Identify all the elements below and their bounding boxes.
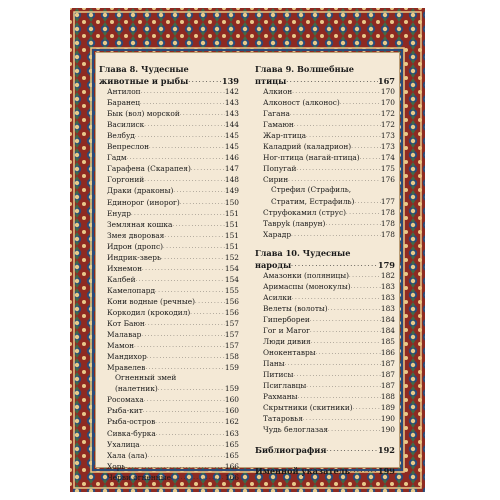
leader-dots bbox=[350, 464, 378, 476]
toc-entry[interactable] bbox=[99, 296, 239, 307]
toc-entry-page: 165 bbox=[224, 439, 239, 449]
toc-entry-label: Индрик-зверь bbox=[107, 252, 162, 262]
chapter-9-entries-more bbox=[255, 207, 395, 240]
leader-dots bbox=[173, 185, 225, 196]
toc-entry-page: 178 bbox=[380, 207, 395, 217]
bibliography-entry[interactable] bbox=[255, 443, 395, 455]
toc-entry-page: 186 bbox=[380, 348, 395, 358]
toc-entry-label: Гагана bbox=[263, 109, 290, 119]
leader-dots bbox=[145, 318, 225, 329]
toc-entry-page: 159 bbox=[224, 363, 239, 373]
toc-entry[interactable] bbox=[99, 252, 239, 263]
leader-dots bbox=[296, 163, 381, 174]
leader-dots bbox=[143, 405, 225, 416]
toc-entry-label: Гарафена (Скарапея) bbox=[107, 164, 191, 174]
leader-dots bbox=[131, 208, 225, 219]
toc-entry-label: Хорь bbox=[107, 461, 126, 471]
toc-entry-label: Идрон (дропс) bbox=[107, 241, 164, 251]
toc-entry-page: 156 bbox=[224, 296, 239, 306]
toc-entry-page: 157 bbox=[224, 341, 239, 351]
toc-entry[interactable] bbox=[99, 230, 239, 241]
toc-entry-page: 151 bbox=[224, 230, 239, 240]
toc-entry-label: Питисы bbox=[263, 370, 294, 380]
toc-entry-label: Енудр bbox=[107, 208, 131, 218]
leader-dots bbox=[188, 74, 222, 86]
toc-entry[interactable] bbox=[255, 229, 395, 240]
toc-entry-label: Росомаха bbox=[107, 395, 144, 405]
leader-dots bbox=[144, 174, 225, 185]
toc-entry[interactable] bbox=[99, 405, 239, 416]
toc-entry-label: Алкион bbox=[263, 87, 293, 97]
toc-entry-label: Гадм bbox=[107, 153, 127, 163]
bibliography-label: Библиография bbox=[255, 445, 327, 456]
toc-entry-page: 151 bbox=[224, 208, 239, 218]
toc-entry[interactable] bbox=[99, 130, 239, 141]
toc-entry[interactable] bbox=[99, 197, 239, 208]
toc-entry-page: 183 bbox=[380, 281, 395, 291]
toc-entry-label: Мандихор bbox=[107, 352, 147, 362]
toc-entry-page: 148 bbox=[224, 175, 239, 185]
leader-dots bbox=[147, 450, 224, 461]
toc-entry-page: 165 bbox=[224, 450, 239, 460]
toc-entry-label: Горгоний bbox=[107, 175, 145, 185]
toc-entry[interactable] bbox=[99, 461, 239, 472]
toc-entry-page: 150 bbox=[224, 197, 239, 207]
toc-entry-page: 172 bbox=[380, 109, 395, 119]
toc-entry-page: 154 bbox=[224, 263, 239, 273]
toc-entry-label: Камелопард bbox=[107, 285, 156, 295]
toc-entry[interactable] bbox=[255, 314, 395, 325]
toc-entry[interactable] bbox=[99, 450, 239, 461]
leader-dots bbox=[292, 292, 381, 303]
toc-entry-label: Гог и Магог bbox=[263, 325, 311, 335]
toc-entry-label: Змея дворовая bbox=[107, 230, 165, 240]
leader-dots bbox=[288, 174, 381, 185]
toc-entry-page: 190 bbox=[380, 414, 395, 424]
toc-entry[interactable] bbox=[99, 318, 239, 329]
leader-dots bbox=[291, 258, 378, 270]
toc-entry-label: Онокентавры bbox=[263, 348, 316, 358]
toc-entry[interactable] bbox=[99, 152, 239, 163]
toc-entry-label: Харадр bbox=[263, 229, 292, 239]
toc-entry[interactable] bbox=[99, 416, 239, 427]
leader-dots bbox=[125, 461, 224, 472]
toc-entry[interactable] bbox=[255, 369, 395, 380]
toc-entry[interactable] bbox=[255, 325, 395, 336]
toc-entry[interactable] bbox=[255, 130, 395, 141]
toc-entry-page: 158 bbox=[224, 352, 239, 362]
name-index-entry[interactable] bbox=[255, 464, 395, 476]
toc-entry-page: 178 bbox=[380, 229, 395, 239]
leader-dots bbox=[285, 358, 381, 369]
toc-column-left bbox=[99, 64, 239, 483]
toc-entry-page: 143 bbox=[224, 109, 239, 119]
name-index-page: 199 bbox=[377, 465, 395, 476]
toc-entry[interactable] bbox=[99, 219, 239, 230]
toc-entry[interactable] bbox=[255, 119, 395, 130]
leader-dots bbox=[135, 130, 225, 141]
leader-dots bbox=[144, 119, 225, 130]
book-page bbox=[70, 8, 425, 492]
toc-entry-label: Хала (ала) bbox=[107, 450, 148, 460]
toc-entry-label: Кот Баюн bbox=[107, 319, 145, 329]
toc-entry-label: Мамон bbox=[107, 341, 135, 351]
toc-entry-label: Малавар bbox=[107, 330, 142, 340]
toc-column-right bbox=[255, 64, 395, 476]
toc-entry-label: Вепреслон bbox=[107, 142, 150, 152]
leader-dots bbox=[351, 281, 381, 292]
leader-dots bbox=[316, 347, 381, 358]
leader-dots bbox=[340, 97, 381, 108]
toc-entry-page: 149 bbox=[224, 186, 239, 196]
leader-dots bbox=[292, 86, 381, 97]
toc-entry-page: 187 bbox=[380, 381, 395, 391]
toc-entry-page: 152 bbox=[224, 252, 239, 262]
leader-dots bbox=[136, 274, 225, 285]
toc-entry-label: Велбуд bbox=[107, 131, 135, 141]
toc-entry-page: 146 bbox=[224, 153, 239, 163]
toc-entry[interactable] bbox=[99, 97, 239, 108]
leader-dots bbox=[293, 369, 380, 380]
toc-entry-page: 157 bbox=[224, 319, 239, 329]
toc-entry-page: 175 bbox=[380, 164, 395, 174]
toc-entry-page: 173 bbox=[380, 142, 395, 152]
chapter-9-entries bbox=[255, 86, 395, 185]
toc-entry-label: Ухалица bbox=[107, 439, 140, 449]
chapter-9-heading[interactable] bbox=[255, 64, 395, 86]
leader-dots bbox=[155, 285, 225, 296]
leader-dots bbox=[134, 340, 225, 351]
toc-entry-label: Калбей bbox=[107, 274, 136, 284]
toc-entry-label: Тавруk (лаврун) bbox=[263, 218, 326, 228]
toc-entry-label: Велеты (волоты) bbox=[263, 303, 328, 313]
toc-entry-page: 151 bbox=[224, 241, 239, 251]
toc-entry[interactable] bbox=[99, 208, 239, 219]
leader-dots bbox=[286, 74, 378, 86]
toc-entry-label: Люди дивия bbox=[263, 337, 311, 347]
leader-dots bbox=[149, 141, 225, 152]
chapter-8-entries-more bbox=[99, 394, 239, 482]
leader-dots bbox=[328, 424, 381, 435]
toc-entry[interactable] bbox=[255, 347, 395, 358]
toc-entry[interactable] bbox=[99, 428, 239, 439]
toc-entry[interactable] bbox=[255, 424, 395, 435]
toc-entry[interactable] bbox=[99, 108, 239, 119]
leader-dots bbox=[353, 402, 381, 413]
chapter-9-page: 167 bbox=[377, 76, 395, 86]
leader-dots bbox=[310, 325, 381, 336]
toc-entry-label: Асилки bbox=[263, 292, 292, 302]
toc-entry-page: 183 bbox=[380, 303, 395, 313]
toc-entry[interactable] bbox=[99, 307, 239, 318]
toc-entry[interactable] bbox=[255, 152, 395, 163]
name-index-label: Именной указатель bbox=[255, 465, 351, 476]
toc-entry-label: Струфокамил (струс) bbox=[263, 207, 347, 217]
toc-entry-page: 142 bbox=[224, 87, 239, 97]
toc-entry-label: Сивка-бурка bbox=[107, 428, 156, 438]
toc-entry-label: Чудь белоглазая bbox=[263, 425, 329, 435]
toc-entry[interactable] bbox=[99, 141, 239, 152]
leader-dots bbox=[180, 108, 225, 119]
leader-dots bbox=[294, 119, 381, 130]
leader-dots bbox=[306, 130, 381, 141]
toc-entry-page: 190 bbox=[380, 425, 395, 435]
toc-entry-page: 189 bbox=[380, 403, 395, 413]
toc-entry[interactable] bbox=[99, 439, 239, 450]
toc-entry[interactable] bbox=[99, 340, 239, 351]
leader-dots bbox=[346, 207, 381, 218]
toc-entry-label: Кони водные (речные) bbox=[107, 296, 196, 306]
toc-entry-page: 176 bbox=[380, 175, 395, 185]
toc-entry-label-line2: (налетник) bbox=[115, 384, 158, 394]
toc-entry-page: 145 bbox=[224, 142, 239, 152]
chapter-8-heading[interactable] bbox=[99, 64, 239, 86]
toc-entry-label: Единорог (инорог) bbox=[107, 197, 180, 207]
toc-entry-label: Земляная кошка bbox=[107, 219, 173, 229]
chapter-10-title-line1: Глава 10. Чудесные bbox=[255, 247, 351, 258]
leader-dots bbox=[195, 296, 225, 307]
leader-dots bbox=[141, 86, 225, 97]
toc-entry-label-line1: Стрефил (Страфиль, bbox=[271, 185, 352, 195]
toc-entry-page: 166 bbox=[224, 461, 239, 471]
leader-dots bbox=[158, 383, 225, 394]
toc-entry-label: Попугай bbox=[263, 164, 297, 174]
leader-dots bbox=[161, 252, 225, 263]
toc-entry-page: 162 bbox=[224, 417, 239, 427]
leader-dots bbox=[172, 219, 224, 230]
toc-entry-label: Паны bbox=[263, 359, 285, 369]
toc-entry-label: Ихнемон bbox=[107, 263, 143, 273]
leader-dots bbox=[140, 439, 225, 450]
leader-dots bbox=[142, 263, 225, 274]
toc-entry-page: 187 bbox=[380, 359, 395, 369]
toc-entry-page: 174 bbox=[380, 153, 395, 163]
toc-entry[interactable] bbox=[99, 285, 239, 296]
toc-entry-page: 147 bbox=[224, 164, 239, 174]
leader-dots bbox=[141, 329, 225, 340]
toc-entry[interactable] bbox=[99, 86, 239, 97]
toc-entry-page: 157 bbox=[224, 330, 239, 340]
toc-entry-label: Псиглавцы bbox=[263, 381, 307, 391]
leader-dots bbox=[147, 351, 225, 362]
toc-entry-label: Драки (драконы) bbox=[107, 186, 174, 196]
toc-entry-label: Гипербореи bbox=[263, 314, 310, 324]
toc-entry[interactable] bbox=[255, 402, 395, 413]
toc-entry[interactable] bbox=[99, 163, 239, 174]
toc-entry-label: Каладрий (каладрион) bbox=[263, 142, 352, 152]
toc-entry-label-line1: Огненный змей bbox=[115, 373, 177, 383]
toc-entry[interactable] bbox=[255, 281, 395, 292]
chapter-8-title-line1: Глава 8. Чудесные bbox=[99, 64, 189, 74]
chapter-9-title-line1: Глава 9. Волшебные bbox=[255, 64, 355, 74]
leader-dots bbox=[156, 428, 225, 439]
toc-entry-label: Черви огненные bbox=[107, 472, 171, 482]
toc-entry-label: Рыба-остров bbox=[107, 417, 156, 427]
toc-entry[interactable] bbox=[255, 174, 395, 185]
toc-entry-label: Аримаспы (монокулы) bbox=[263, 281, 351, 291]
toc-entry-multiline[interactable] bbox=[255, 185, 395, 206]
toc-entry[interactable] bbox=[99, 329, 239, 340]
toc-entry-label: Сирин bbox=[263, 175, 289, 185]
toc-entry[interactable] bbox=[255, 270, 395, 281]
toc-entry-label: Ног-птица (нагай-птица) bbox=[263, 153, 360, 163]
leader-dots bbox=[328, 303, 381, 314]
toc-entry-page: 172 bbox=[380, 120, 395, 130]
toc-entry-page: 183 bbox=[380, 292, 395, 302]
toc-entry-label: Рахманы bbox=[263, 392, 298, 402]
chapter-10-heading[interactable] bbox=[255, 248, 395, 270]
chapter-10-page: 179 bbox=[377, 259, 395, 270]
toc-entry[interactable] bbox=[99, 274, 239, 285]
leader-dots bbox=[191, 163, 225, 174]
leader-dots bbox=[155, 416, 225, 427]
leader-dots bbox=[140, 97, 225, 108]
leader-dots bbox=[298, 391, 381, 402]
leader-dots bbox=[351, 141, 381, 152]
toc-entry[interactable] bbox=[255, 358, 395, 369]
toc-entry-page: 184 bbox=[380, 314, 395, 324]
toc-entry-page: 184 bbox=[380, 325, 395, 335]
chapter-10-title-line2: народы bbox=[255, 259, 292, 270]
toc-entry-page: 188 bbox=[380, 392, 395, 402]
toc-entry-page: 154 bbox=[224, 274, 239, 284]
toc-entry-page: 155 bbox=[224, 285, 239, 295]
toc-entry-page: 182 bbox=[380, 270, 395, 280]
leader-dots bbox=[303, 413, 381, 424]
toc-entry[interactable] bbox=[255, 413, 395, 424]
toc-entry-label: Рыба-кит bbox=[107, 406, 143, 416]
bibliography-page: 192 bbox=[377, 445, 395, 456]
toc-entry-page: 156 bbox=[224, 307, 239, 317]
toc-entry[interactable] bbox=[99, 362, 239, 373]
leader-dots bbox=[291, 229, 381, 240]
toc-entry-page: 144 bbox=[224, 120, 239, 130]
toc-entry[interactable] bbox=[255, 218, 395, 229]
toc-entry-page: 166 bbox=[224, 472, 239, 482]
toc-entry[interactable] bbox=[255, 336, 395, 347]
chapter-8-entries bbox=[99, 86, 239, 373]
toc-entry-page: 185 bbox=[380, 337, 395, 347]
toc-entry[interactable] bbox=[255, 391, 395, 402]
toc-entry-page: 160 bbox=[224, 395, 239, 405]
leader-dots bbox=[180, 197, 225, 208]
leader-dots bbox=[144, 394, 225, 405]
toc-entry[interactable] bbox=[255, 97, 395, 108]
toc-entry[interactable] bbox=[99, 351, 239, 362]
toc-entry-page: 151 bbox=[224, 219, 239, 229]
toc-entry-label: Мравелев bbox=[107, 363, 146, 373]
leader-dots bbox=[127, 152, 225, 163]
leader-dots bbox=[354, 196, 380, 207]
toc-entry-multiline[interactable] bbox=[99, 373, 239, 394]
leader-dots bbox=[306, 380, 381, 391]
leader-dots bbox=[145, 362, 224, 373]
leader-dots bbox=[325, 218, 380, 229]
toc-entry-page: 187 bbox=[380, 370, 395, 380]
toc-entry-label: Баранец bbox=[107, 98, 141, 108]
toc-entry-label: Татаровья bbox=[263, 414, 303, 424]
toc-entry[interactable] bbox=[99, 185, 239, 196]
toc-entry[interactable] bbox=[255, 163, 395, 174]
leader-dots bbox=[360, 152, 381, 163]
toc-entry[interactable] bbox=[255, 303, 395, 314]
toc-entry[interactable] bbox=[255, 108, 395, 119]
toc-entry[interactable] bbox=[99, 472, 239, 483]
toc-entry-page: 170 bbox=[380, 98, 395, 108]
toc-paper bbox=[95, 52, 400, 482]
leader-dots bbox=[171, 472, 225, 483]
toc-entry-label: Гамаюн bbox=[263, 120, 294, 130]
toc-entry-label: Василиск bbox=[107, 120, 145, 130]
toc-entry[interactable] bbox=[255, 292, 395, 303]
toc-entry-page: 143 bbox=[224, 98, 239, 108]
chapter-8-page: 139 bbox=[221, 76, 239, 86]
toc-entry-page: 177 bbox=[380, 196, 395, 206]
toc-entry-page: 173 bbox=[380, 131, 395, 141]
leader-dots bbox=[349, 270, 381, 281]
toc-entry[interactable] bbox=[255, 207, 395, 218]
toc-entry-label: Бык (вол) морской bbox=[107, 109, 180, 119]
chapter-10-entries bbox=[255, 270, 395, 436]
toc-entry-label-line2: Стратим, Естрафиль) bbox=[271, 196, 355, 206]
toc-entry-label: Жар-птица bbox=[263, 131, 307, 141]
toc-entry[interactable] bbox=[99, 241, 239, 252]
toc-entry-label: Скрытники (скитники) bbox=[263, 403, 353, 413]
toc-entry-page: 178 bbox=[380, 218, 395, 228]
toc-entry-page: 163 bbox=[224, 428, 239, 438]
toc-entry-page: 170 bbox=[380, 87, 395, 97]
chapter-9-title-line2: птицы bbox=[255, 76, 287, 86]
toc-entry-page: 145 bbox=[224, 131, 239, 141]
toc-entry[interactable] bbox=[99, 263, 239, 274]
chapter-8-title-line2: животные и рыбы bbox=[99, 76, 189, 86]
leader-dots bbox=[310, 314, 381, 325]
toc-entry[interactable] bbox=[99, 394, 239, 405]
toc-entry-label: Антилоп bbox=[107, 87, 141, 97]
leader-dots bbox=[311, 336, 381, 347]
leader-dots bbox=[290, 108, 381, 119]
toc-entry[interactable] bbox=[255, 141, 395, 152]
leader-dots bbox=[163, 241, 225, 252]
toc-entry[interactable] bbox=[255, 86, 395, 97]
toc-entry[interactable] bbox=[99, 119, 239, 130]
toc-entry[interactable] bbox=[255, 380, 395, 391]
leader-dots bbox=[326, 443, 378, 455]
toc-entry-label: Амазонки (поляницы) bbox=[263, 270, 350, 280]
toc-entry-label: Алконост (алконос) bbox=[263, 98, 340, 108]
toc-entry-label: Коркодил (крокодил) bbox=[107, 307, 191, 317]
leader-dots bbox=[190, 307, 225, 318]
toc-entry-page: 159 bbox=[224, 384, 239, 394]
toc-entry[interactable] bbox=[99, 174, 239, 185]
toc-entry-page: 160 bbox=[224, 406, 239, 416]
leader-dots bbox=[164, 230, 225, 241]
